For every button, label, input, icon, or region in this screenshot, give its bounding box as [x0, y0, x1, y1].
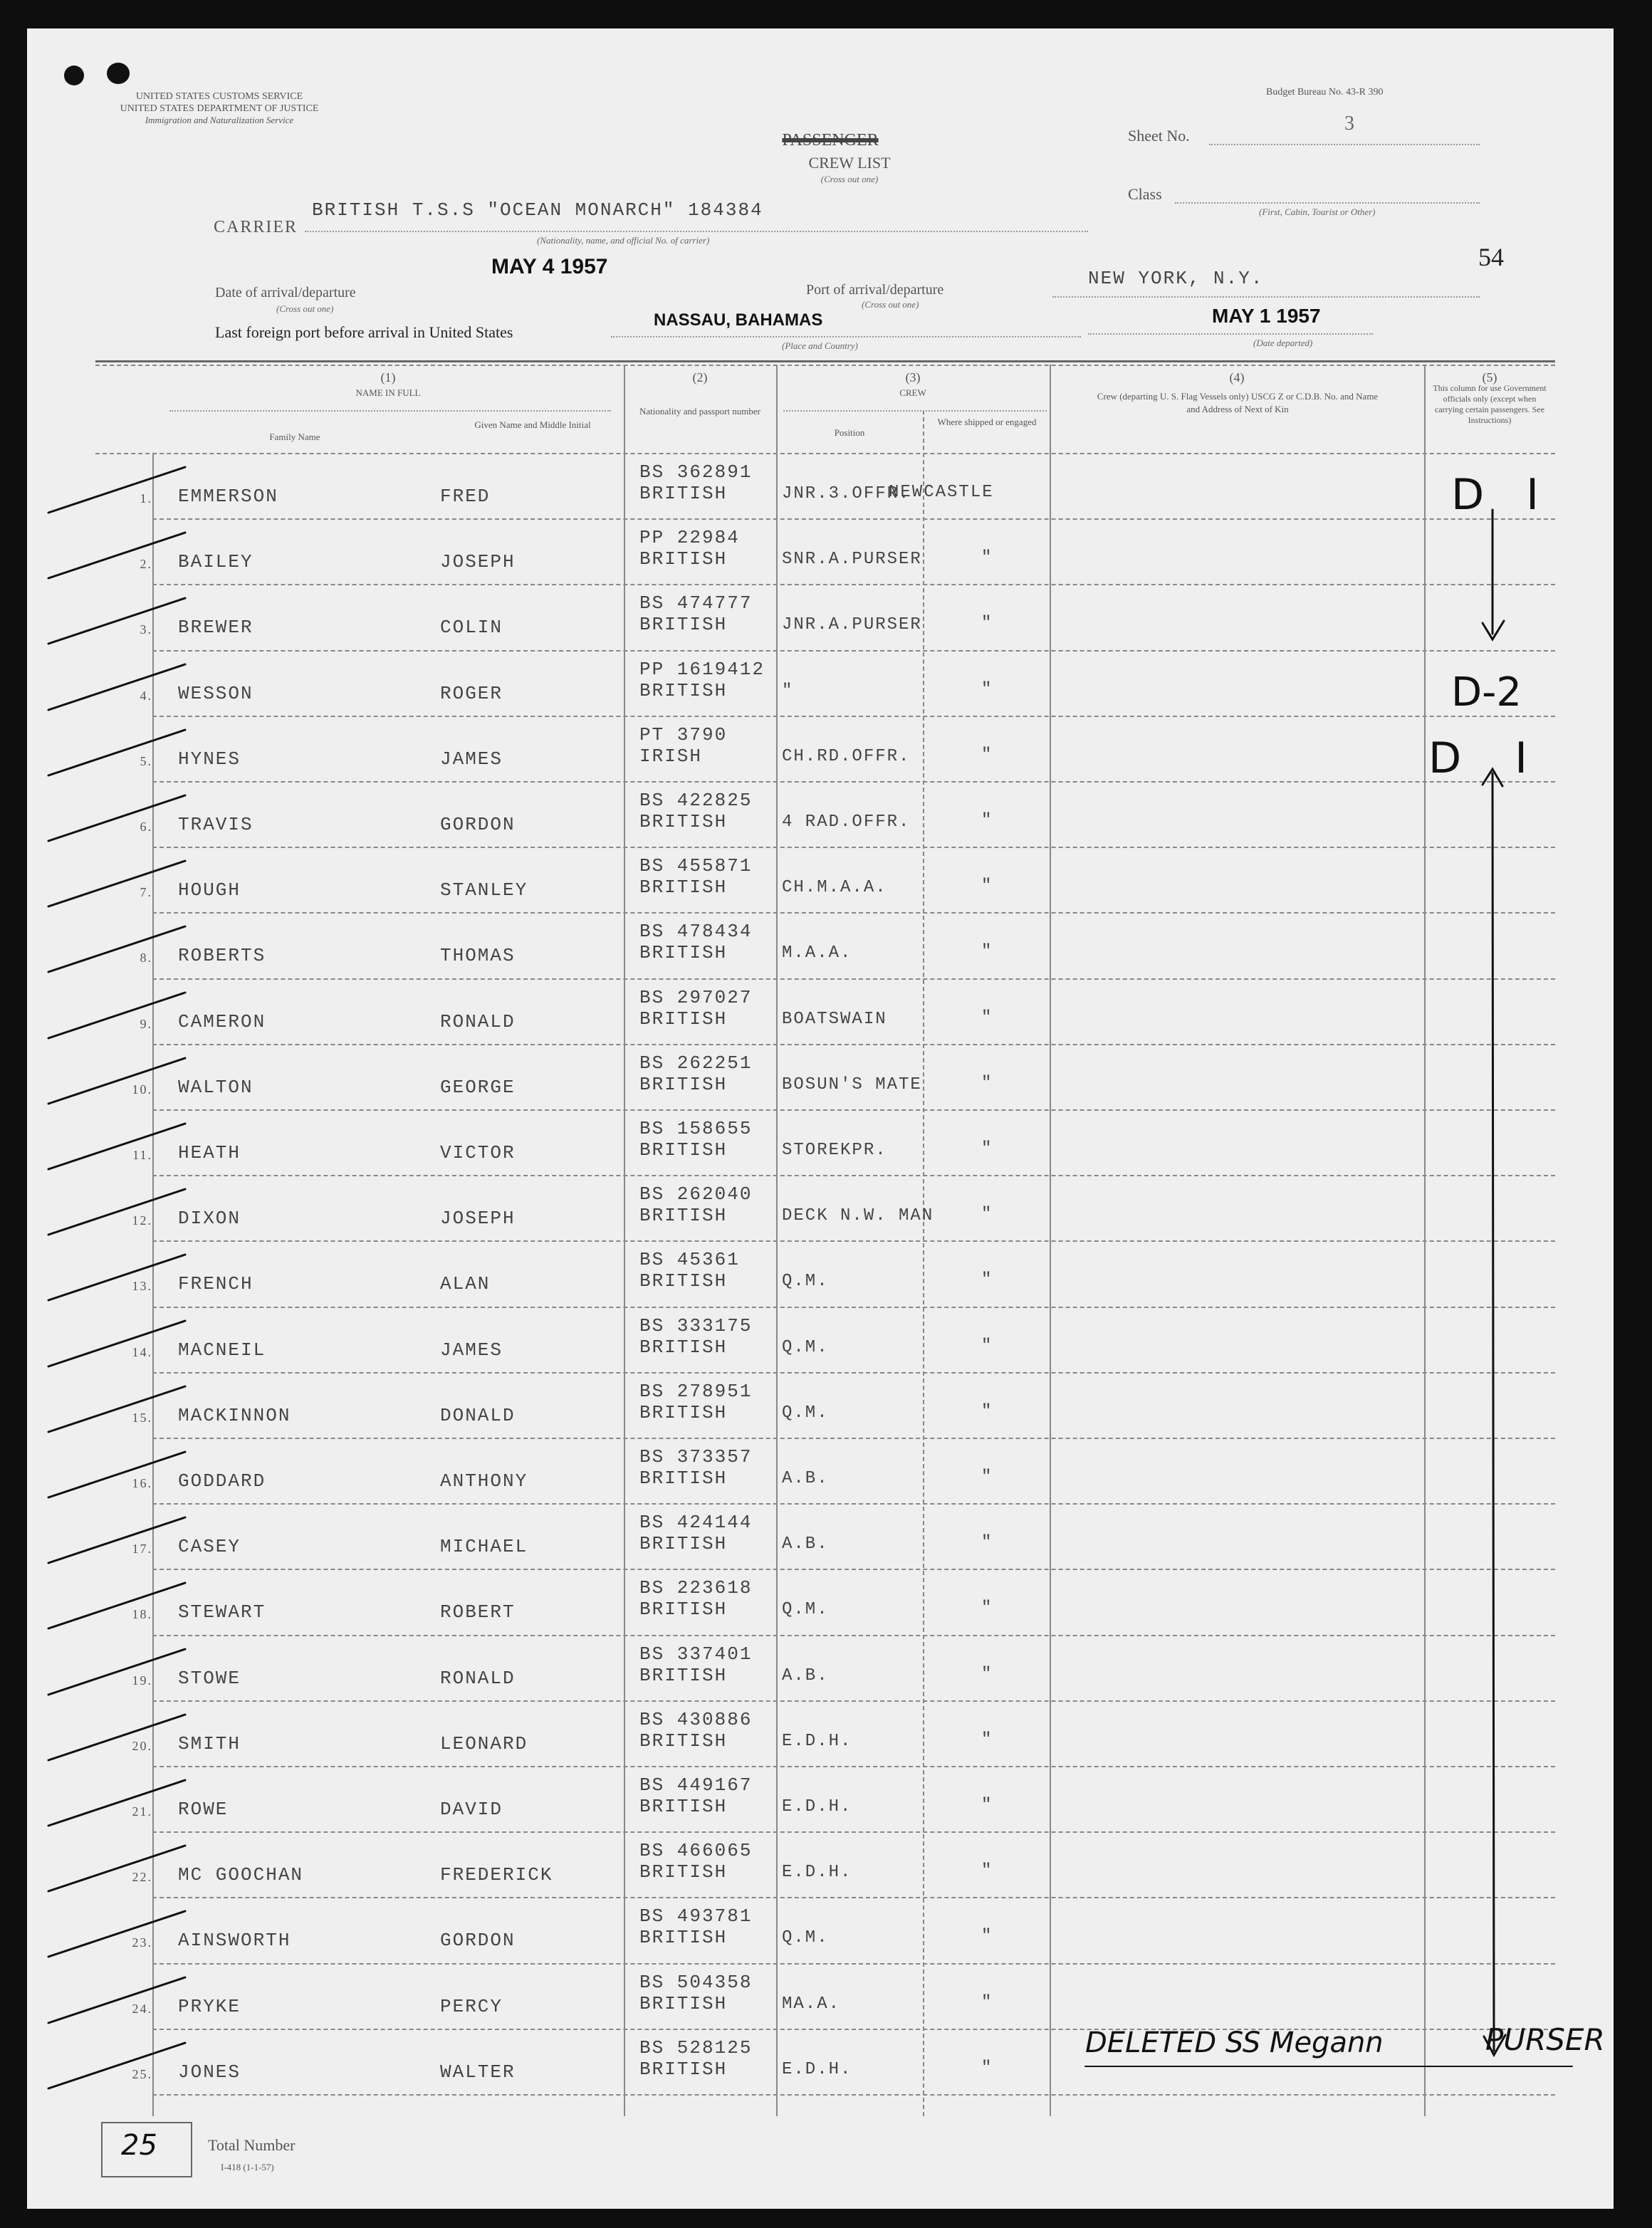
crew-position: E.D.H.: [782, 2060, 852, 2079]
given-name: VICTOR: [440, 1142, 516, 1163]
row-number: 4.: [140, 689, 152, 703]
passport-number: PP 22984: [639, 527, 740, 548]
nationality: BRITISH: [639, 1008, 728, 1030]
port-label: Port of arrival/departure: [806, 282, 944, 298]
nationality: BRITISH: [639, 2059, 728, 2080]
nationality: BRITISH: [639, 548, 728, 570]
col3-title: CREW: [899, 387, 926, 398]
shipped-place: ": [981, 942, 993, 961]
family-name: EMMERSON: [178, 486, 278, 507]
family-name: PRYKE: [178, 1996, 241, 2017]
shipped-place: ": [981, 1337, 993, 1356]
check-stroke-mark: [48, 1780, 185, 1826]
form-code: I-418 (1-1-57): [221, 2162, 274, 2172]
row-number: 10.: [132, 1082, 152, 1097]
col4-number: (4): [1229, 370, 1245, 385]
nationality: BRITISH: [639, 811, 728, 832]
check-stroke-mark: [48, 795, 185, 841]
shipped-place: ": [981, 1927, 993, 1946]
nationality: BRITISH: [639, 614, 728, 635]
crew-position: JNR.A.PURSER: [782, 615, 922, 634]
crew-position: STOREKPR.: [782, 1141, 887, 1160]
shipped-place: ": [981, 2059, 993, 2078]
class-note: (First, Cabin, Tourist or Other): [1259, 206, 1376, 217]
passport-number: PP 1619412: [639, 659, 765, 680]
passport-number: BS 474777: [639, 592, 753, 614]
agency-line-1: UNITED STATES CUSTOMS SERVICE: [135, 91, 303, 102]
shipped-place: ": [981, 548, 993, 568]
given-name: STANLEY: [440, 879, 528, 901]
crew-position: BOSUN'S MATE: [782, 1075, 922, 1094]
crew-position: Q.M.: [782, 1272, 829, 1291]
shipped-place: ": [981, 877, 993, 896]
check-stroke-mark: [48, 993, 185, 1038]
arrival-date-note: (Cross out one): [276, 303, 334, 314]
row-number: 18.: [132, 1607, 152, 1621]
passport-number: BS 373357: [639, 1446, 753, 1468]
given-name: ANTHONY: [440, 1470, 528, 1492]
col1-number: (1): [380, 370, 396, 385]
passport-number: BS 449167: [639, 1774, 753, 1796]
passport-number: BS 504358: [639, 1972, 753, 1993]
shipped-place: ": [981, 746, 993, 765]
check-stroke-mark: [48, 1517, 185, 1563]
family-name: DIXON: [178, 1208, 241, 1229]
passport-number: BS 297027: [639, 987, 753, 1008]
check-stroke-mark: [48, 730, 185, 775]
crew-position: A.B.: [782, 1469, 829, 1488]
row-number: 17.: [132, 1542, 152, 1556]
nationality: BRITISH: [639, 1861, 728, 1883]
passport-number: BS 430886: [639, 1709, 753, 1730]
row-number: 9.: [140, 1017, 152, 1031]
departed-note: (Date departed): [1253, 338, 1313, 348]
given-name: THOMAS: [440, 945, 516, 966]
family-name: TRAVIS: [178, 814, 253, 835]
check-stroke-mark: [48, 664, 185, 710]
agency-line-2: UNITED STATES DEPARTMENT OF JUSTICE: [120, 103, 319, 114]
nationality: BRITISH: [639, 942, 728, 963]
family-name: AINSWORTH: [178, 1930, 291, 1951]
passport-number: BS 528125: [639, 2037, 753, 2059]
handwritten-marks-layer: [27, 28, 1614, 2209]
check-stroke-mark: [48, 1321, 185, 1366]
family-name: BREWER: [178, 617, 253, 638]
crew-position: Q.M.: [782, 1928, 829, 1947]
family-name: JONES: [178, 2061, 241, 2083]
arrival-date-label: Date of arrival/departure: [215, 285, 356, 300]
port-note: (Cross out one): [862, 299, 919, 310]
shipped-place: ": [981, 1139, 993, 1159]
nationality: BRITISH: [639, 680, 728, 701]
crew-list-sheet: [27, 28, 1614, 2209]
col1-title: NAME IN FULL: [355, 387, 421, 398]
passport-number: BS 158655: [639, 1118, 753, 1139]
passport-number: BS 362891: [639, 461, 753, 483]
form-title: CREW LIST: [808, 154, 891, 172]
shipped-place: ": [981, 1270, 993, 1290]
col4-title: Crew (departing U. S. Flag Vessels only) USCG Z or C.D.B. No. and Name and Address of Next of Kin: [1097, 391, 1379, 414]
row-number: 23.: [132, 1935, 152, 1950]
shipped-place: ": [981, 811, 993, 830]
class-label: Class: [1128, 185, 1162, 203]
passport-number: BS 278951: [639, 1381, 753, 1402]
nationality: IRISH: [639, 746, 703, 767]
departed-date-value: MAY 1 1957: [1212, 305, 1321, 327]
total-number-value: 25: [121, 2129, 157, 2162]
given-name: JAMES: [440, 1339, 503, 1361]
row-number: 7.: [140, 885, 152, 899]
carrier-note: (Nationality, name, and official No. of carrier): [537, 235, 710, 246]
nationality: BRITISH: [639, 1599, 728, 1620]
nationality: BRITISH: [639, 1270, 728, 1292]
shipped-place: ": [981, 1796, 993, 1815]
given-name: GORDON: [440, 1930, 516, 1951]
last-port-note: (Place and Country): [782, 340, 858, 351]
nationality: BRITISH: [639, 1730, 728, 1752]
given-name: MICHAEL: [440, 1536, 528, 1557]
crew-position: BOATSWAIN: [782, 1010, 887, 1029]
shipped-place: ": [981, 1861, 993, 1881]
arrow-line-mark: [1492, 773, 1494, 2051]
given-name: GORDON: [440, 814, 516, 835]
check-stroke-mark: [48, 1715, 185, 1760]
crew-position: 4 RAD.OFFR.: [782, 812, 911, 832]
family-name: STOWE: [178, 1668, 241, 1689]
shipped-place: ": [981, 1665, 993, 1684]
passport-number: BS 455871: [639, 855, 753, 877]
nationality: BRITISH: [639, 1468, 728, 1489]
nationality: BRITISH: [639, 1074, 728, 1095]
crew-position: Q.M.: [782, 1403, 829, 1423]
check-stroke-mark: [48, 1124, 185, 1169]
given-name: PERCY: [440, 1996, 503, 2017]
total-number-label: Total Number: [208, 2136, 296, 2154]
row-number: 5.: [140, 754, 152, 768]
family-name: HYNES: [178, 748, 241, 770]
family-name: MACNEIL: [178, 1339, 266, 1361]
shipped-header: Where shipped or engaged: [937, 417, 1037, 427]
form-title-note: (Cross out one): [820, 174, 879, 184]
given-name: RONALD: [440, 1011, 516, 1032]
family-name: ROBERTS: [178, 945, 266, 966]
row-number: 19.: [132, 1673, 152, 1688]
given-name: DONALD: [440, 1405, 516, 1426]
check-stroke-mark: [48, 1386, 185, 1432]
shipped-place: ": [981, 1008, 993, 1027]
family-name: CAMERON: [178, 1011, 266, 1032]
shipped-place: ": [981, 1993, 993, 2012]
given-name: FRED: [440, 486, 491, 507]
crew-position: Q.M.: [782, 1600, 829, 1619]
family-name: WESSON: [178, 683, 253, 704]
row-number: 15.: [132, 1411, 152, 1425]
nationality: BRITISH: [639, 483, 728, 504]
sheet-number: 3: [1344, 113, 1354, 135]
family-name: MACKINNON: [178, 1405, 291, 1426]
check-stroke-mark: [48, 1452, 185, 1497]
annotation-deleted-note: DELETED SS Megann: [1085, 2026, 1384, 2059]
nationality: BRITISH: [639, 1533, 728, 1554]
check-stroke-mark: [48, 1058, 185, 1104]
nationality: BRITISH: [639, 1927, 728, 1948]
shipped-place: ": [981, 614, 993, 633]
family-name: MC GOOCHAN: [178, 1864, 304, 1886]
crew-position: CH.M.A.A.: [782, 878, 887, 897]
passport-number: BS 333175: [639, 1315, 753, 1337]
given-name: ALAN: [440, 1273, 491, 1295]
crew-position: JNR.3.OFFR.: [782, 484, 911, 503]
family-name: HEATH: [178, 1142, 241, 1163]
nationality: BRITISH: [639, 1665, 728, 1686]
check-stroke-mark: [48, 1846, 185, 1891]
given-name: LEONARD: [440, 1733, 528, 1754]
family-name: GODDARD: [178, 1470, 266, 1492]
position-header: Position: [834, 427, 865, 438]
given-name: JOSEPH: [440, 1208, 516, 1229]
crew-position: ": [782, 681, 794, 701]
given-name: ROBERT: [440, 1601, 516, 1623]
nationality: BRITISH: [639, 1402, 728, 1423]
annotation-purser-note: PURSER: [1485, 2022, 1605, 2057]
col5-title: This column for use Government officials only (except when carrying certain passengers. See Instructions): [1433, 383, 1547, 425]
shipped-place: ": [981, 1533, 993, 1552]
nationality: BRITISH: [639, 1139, 728, 1161]
family-name-header: Family Name: [269, 432, 320, 442]
check-stroke-mark: [48, 1189, 185, 1235]
check-stroke-mark: [48, 533, 185, 578]
shipped-place: ": [981, 1074, 993, 1093]
family-name: CASEY: [178, 1536, 241, 1557]
nationality: BRITISH: [639, 1796, 728, 1817]
crew-position: E.D.H.: [782, 1732, 852, 1751]
row-number: 2.: [140, 557, 152, 571]
last-port-label: Last foreign port before arrival in United States: [215, 323, 513, 341]
passport-number: BS 493781: [639, 1905, 753, 1927]
annotation-d-2: D-2: [1451, 669, 1522, 716]
row-number: 6.: [140, 820, 152, 834]
row-number: 14.: [132, 1345, 152, 1359]
crew-position: M.A.A.: [782, 943, 852, 963]
row-number: 1.: [140, 491, 152, 506]
nationality: BRITISH: [639, 1337, 728, 1358]
row-number: 25.: [132, 2067, 152, 2081]
shipped-place: ": [981, 1205, 993, 1224]
crew-position: MA.A.: [782, 1994, 841, 2014]
arrival-date-value: MAY 4 1957: [491, 255, 608, 278]
family-name: ROWE: [178, 1799, 229, 1820]
nationality: BRITISH: [639, 1993, 728, 2014]
col2-number: (2): [692, 370, 708, 385]
col3-number: (3): [905, 370, 921, 385]
last-port-value: NASSAU, BAHAMAS: [654, 310, 823, 330]
form-title-struck: PASSENGER: [782, 131, 879, 150]
row-number: 3.: [140, 622, 152, 637]
col2-title: Nationality and passport number: [639, 406, 761, 417]
check-stroke-mark: [48, 1649, 185, 1695]
nationality: BRITISH: [639, 877, 728, 898]
crew-position: A.B.: [782, 1534, 829, 1554]
check-stroke-mark: [48, 1583, 185, 1628]
passport-number: BS 262040: [639, 1183, 753, 1205]
given-name: DAVID: [440, 1799, 503, 1820]
passport-number: BS 262251: [639, 1052, 753, 1074]
passport-number: BS 466065: [639, 1840, 753, 1861]
crew-position: Q.M.: [782, 1338, 829, 1357]
row-number: 11.: [132, 1148, 152, 1162]
check-stroke-mark: [48, 1255, 185, 1300]
family-name: HOUGH: [178, 879, 241, 901]
check-stroke-mark: [48, 598, 185, 644]
family-name: FRENCH: [178, 1273, 253, 1295]
given-name: JAMES: [440, 748, 503, 770]
given-name: GEORGE: [440, 1077, 516, 1098]
row-number: 20.: [132, 1739, 152, 1753]
given-name: JOSEPH: [440, 551, 516, 572]
agency-line-3: Immigration and Naturalization Service: [145, 115, 294, 125]
shipped-place: ": [981, 680, 993, 699]
shipped-place: NEWCASTLE: [889, 483, 994, 502]
carrier-label: CARRIER: [214, 218, 298, 236]
family-name: WALTON: [178, 1077, 253, 1098]
port-value: NEW YORK, N.Y.: [1088, 268, 1264, 289]
row-number: 21.: [132, 1804, 152, 1819]
check-stroke-mark: [48, 926, 185, 972]
shipped-place: ": [981, 1599, 993, 1618]
family-name: BAILEY: [178, 551, 253, 572]
annotation-di-2: D I: [1428, 733, 1547, 783]
row-number: 24.: [132, 2002, 152, 2016]
annotation-di-1: D I: [1451, 470, 1553, 520]
passport-number: BS 422825: [639, 790, 753, 811]
check-stroke-mark: [48, 467, 185, 513]
crew-position: E.D.H.: [782, 1863, 852, 1882]
crew-position: SNR.A.PURSER: [782, 550, 922, 569]
check-stroke-mark: [48, 1977, 185, 2023]
passport-number: BS 478434: [639, 921, 753, 942]
crew-position: CH.RD.OFFR.: [782, 747, 911, 766]
budget-bureau-number: Budget Bureau No. 43-R 390: [1266, 87, 1384, 98]
check-stroke-mark: [48, 2043, 185, 2088]
check-stroke-mark: [48, 861, 185, 906]
family-name: SMITH: [178, 1733, 241, 1754]
page-mark: 54: [1478, 243, 1504, 271]
given-name: COLIN: [440, 617, 503, 638]
sheet-label: Sheet No.: [1128, 127, 1190, 145]
row-number: 8.: [140, 951, 152, 965]
given-name: RONALD: [440, 1668, 516, 1689]
crew-position: DECK N.W. MAN: [782, 1206, 934, 1225]
row-number: 13.: [132, 1279, 152, 1293]
passport-number: BS 424144: [639, 1512, 753, 1533]
shipped-place: ": [981, 1402, 993, 1421]
passport-number: BS 337401: [639, 1643, 753, 1665]
row-number: 22.: [132, 1870, 152, 1884]
shipped-place: ": [981, 1730, 993, 1750]
passport-number: PT 3790: [639, 724, 728, 746]
crew-position: E.D.H.: [782, 1797, 852, 1816]
given-name: WALTER: [440, 2061, 516, 2083]
given-name: ROGER: [440, 683, 503, 704]
check-stroke-mark: [48, 1911, 185, 1957]
shipped-place: ": [981, 1468, 993, 1487]
crew-position: A.B.: [782, 1666, 829, 1685]
passport-number: BS 45361: [639, 1249, 740, 1270]
col5-number: (5): [1482, 370, 1497, 385]
given-name-header: Given Name and Middle Initial: [474, 419, 591, 430]
nationality: BRITISH: [639, 1205, 728, 1226]
row-number: 12.: [132, 1213, 152, 1228]
row-number: 16.: [132, 1476, 152, 1490]
carrier-value: BRITISH T.S.S "OCEAN MONARCH" 184384: [312, 199, 763, 221]
given-name: FREDERICK: [440, 1864, 553, 1886]
passport-number: BS 223618: [639, 1577, 753, 1599]
family-name: STEWART: [178, 1601, 266, 1623]
